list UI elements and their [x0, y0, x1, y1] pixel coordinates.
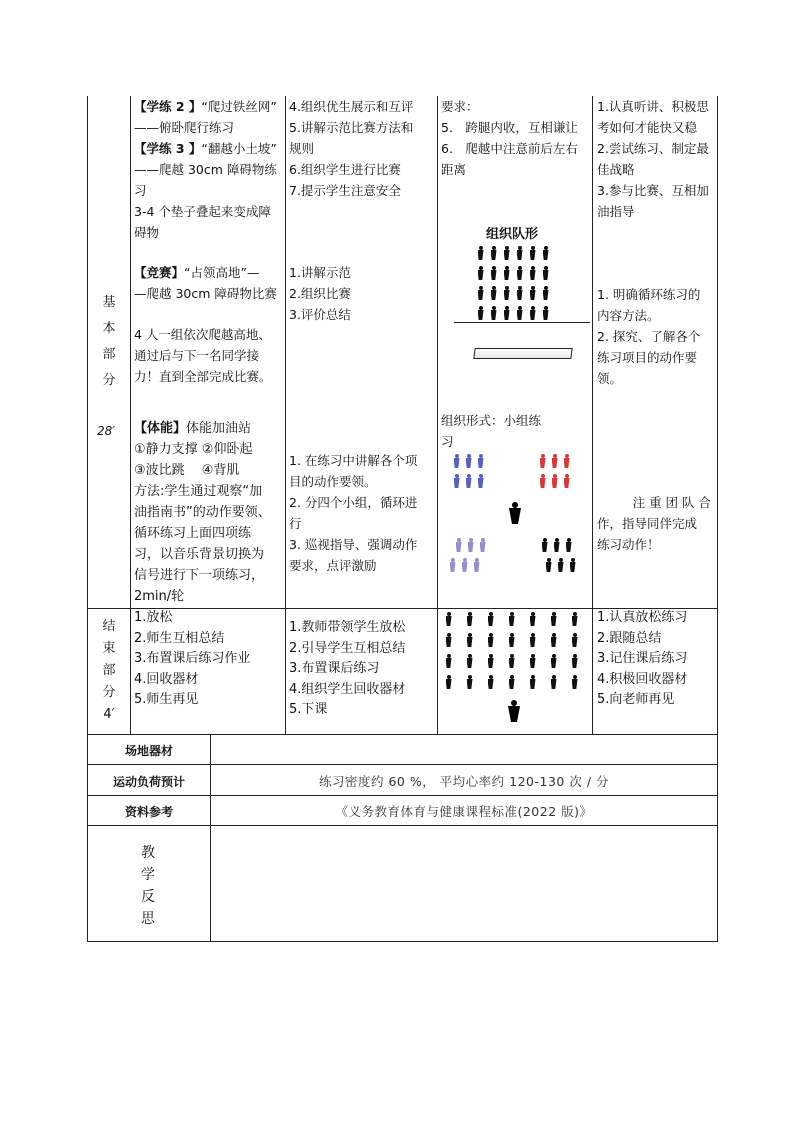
- group-blue-row-2: [452, 474, 485, 488]
- student-figure-icon: [528, 675, 537, 689]
- student-figure-icon: [552, 538, 561, 552]
- reference-label: 资料参考: [124, 805, 173, 819]
- formation-row-1: [476, 246, 550, 260]
- basic-student-a: 1.认真听讲、积极思 考如何才能快又稳 2.尝试练习、制定最 佳战略 3.参与比赛、互相加 油指导: [597, 99, 709, 219]
- col-divider-2: [285, 96, 286, 734]
- student-figure-icon: [550, 474, 559, 488]
- student-figure-icon: [502, 266, 511, 280]
- row-divider-venue: [87, 734, 718, 735]
- group-black-row-1: [540, 538, 573, 552]
- student-figure-icon: [541, 246, 550, 260]
- student-figure-icon: [464, 474, 473, 488]
- table-border-bottom: [87, 941, 718, 942]
- student-figure-icon: [538, 474, 547, 488]
- student-figure-icon: [544, 558, 553, 572]
- venue-label: 场地器材: [124, 744, 173, 758]
- student-figure-icon: [454, 538, 463, 552]
- student-figure-icon: [502, 306, 511, 320]
- end-formation-row-2: [444, 633, 579, 647]
- end-teacher: 1.教师带领学生放松 2.引导学生互相总结 3.布置课后练习 4.组织学生回收器材 5.下课: [289, 620, 406, 717]
- student-figure-icon: [472, 558, 481, 572]
- student-figure-icon: [564, 538, 573, 552]
- end-formation-row-4: [444, 675, 579, 689]
- end-content: 1.放松 2.师生互相总结 3.布置课后练习作业 4.回收器材 5.师生再见: [134, 610, 251, 707]
- student-figure-icon: [515, 246, 524, 260]
- student-figure-icon: [570, 654, 579, 668]
- student-figure-icon: [570, 612, 579, 626]
- student-figure-icon: [541, 286, 550, 300]
- student-figure-icon: [444, 654, 453, 668]
- load-value: 练习密度约 60 %， 平均心率约 120-130 次 / 分: [318, 774, 610, 789]
- student-figure-icon: [541, 306, 550, 320]
- teacher-figure-group: [508, 502, 522, 528]
- student-figure-icon: [502, 286, 511, 300]
- group-blue-row-1: [452, 454, 485, 468]
- group-red-row-1: [538, 454, 571, 468]
- student-figure-icon: [549, 675, 558, 689]
- student-figure-icon: [528, 286, 537, 300]
- student-figure-icon: [541, 266, 550, 280]
- student-figure-icon: [452, 454, 461, 468]
- student-figure-icon: [556, 558, 565, 572]
- basic-content-relay: 4 人一组依次爬越高地、 通过后与下一名同学接 力！直到全部完成比赛。: [134, 327, 272, 384]
- student-figure-icon: [549, 654, 558, 668]
- student-figure-icon: [507, 633, 516, 647]
- basic-content-fitness: 【体能】体能加油站 ①静力支撑 ②仰卧起 ③波比跳 ④背肌 方法:学生通过观察“加 油指南书”的动作要领、 循环练习上面四项练 习，以音乐背景切换为 信号进行下一项练习， 2min/轮: [134, 421, 271, 604]
- student-figure-icon: [486, 633, 495, 647]
- student-figure-icon: [478, 538, 487, 552]
- student-figure-icon: [444, 612, 453, 626]
- student-figure-icon: [486, 675, 495, 689]
- student-figure-icon: [476, 286, 485, 300]
- start-line: [454, 322, 590, 323]
- basic-section-label: 基 本 部 分: [102, 295, 116, 388]
- student-figure-icon: [507, 675, 516, 689]
- reflection-label: 教 学 反 思: [141, 845, 155, 927]
- basic-teacher-b: 1.讲解示范 2.组织比赛 3.评价总结: [289, 265, 351, 322]
- student-figure-icon: [489, 286, 498, 300]
- end-student: 1.认真放松练习 2.跟随总结 3.记住课后练习 4.积极回收器材 5.向老师再见: [597, 610, 688, 707]
- reference-value: 《义务教育体育与健康课程标准(2022 版)》: [335, 804, 593, 819]
- student-figure-icon: [448, 558, 457, 572]
- student-figure-icon: [465, 612, 474, 626]
- obstacle-bench: [473, 348, 573, 359]
- student-figure-icon: [549, 612, 558, 626]
- row-divider-load: [87, 764, 718, 765]
- student-figure-icon: [476, 266, 485, 280]
- student-figure-icon: [465, 654, 474, 668]
- student-figure-icon: [465, 675, 474, 689]
- student-figure-icon: [486, 654, 495, 668]
- student-figure-icon: [464, 454, 473, 468]
- basic-teacher-a: 4.组织优生展示和互评 5.讲解示范比赛方法和 规则 6.组织学生进行比赛 7.提示学生注意安全: [289, 99, 414, 198]
- student-figure-icon: [515, 306, 524, 320]
- col-divider-3: [437, 96, 438, 734]
- end-formation-row-1: [444, 612, 579, 626]
- student-figure-icon: [528, 612, 537, 626]
- row-divider-reflect: [87, 825, 718, 826]
- student-figure-icon: [452, 474, 461, 488]
- student-figure-icon: [528, 633, 537, 647]
- student-figure-icon: [465, 633, 474, 647]
- group-purple-row-2: [448, 558, 481, 572]
- formation-row-4: [476, 306, 550, 320]
- teacher-figure-end: [507, 700, 521, 726]
- student-figure-icon: [476, 454, 485, 468]
- student-figure-icon: [476, 306, 485, 320]
- student-figure-icon: [570, 675, 579, 689]
- student-figure-icon: [476, 474, 485, 488]
- student-figure-icon: [515, 266, 524, 280]
- student-figure-icon: [515, 286, 524, 300]
- group-red-row-2: [538, 474, 571, 488]
- basic-student-c: 注 重 团 队 合 作，指导同伴完成 练习动作！: [597, 495, 711, 552]
- student-figure-icon: [476, 246, 485, 260]
- end-section-label: 结 束 部 分 4′: [102, 619, 116, 722]
- basic-content-competition: 【竞赛】“占领高地”— —爬越 30cm 障碍物比赛: [134, 265, 277, 301]
- student-figure-icon: [562, 454, 571, 468]
- student-figure-icon: [486, 612, 495, 626]
- student-figure-icon: [528, 266, 537, 280]
- row-divider-ref: [87, 795, 718, 796]
- student-figure-icon: [540, 538, 549, 552]
- student-figure-icon: [549, 633, 558, 647]
- basic-teacher-c: 1. 在练习中讲解各个项 目的动作要领。 2. 分四个小组，循环进 行 3. 巡视指导、强调动作 要求，点评激励: [289, 453, 418, 573]
- end-formation-row-3: [444, 654, 579, 668]
- col-divider-1: [130, 96, 131, 734]
- basic-content-drills: 【学练 2 】“爬过铁丝网” ——俯卧爬行练习 【学练 3 】“翻越小土坡” ——爬越 30cm 障碍物练 习 3-4 个垫子叠起来变成障 碍物: [134, 99, 277, 240]
- formation-row-2: [476, 266, 550, 280]
- student-figure-icon: [460, 558, 469, 572]
- student-figure-icon: [502, 246, 511, 260]
- formation-diagram: [470, 246, 580, 322]
- student-figure-icon: [507, 612, 516, 626]
- student-figure-icon: [489, 306, 498, 320]
- end-formation-diagram: [444, 612, 590, 724]
- basic-section-time: 28′: [97, 424, 115, 438]
- col-divider-bottom: [210, 734, 211, 942]
- load-label: 运动负荷预计: [112, 775, 185, 789]
- student-figure-icon: [507, 654, 516, 668]
- student-figure-icon: [570, 633, 579, 647]
- student-figure-icon: [528, 654, 537, 668]
- student-figure-icon: [489, 266, 498, 280]
- student-figure-icon: [528, 246, 537, 260]
- group-practice-label: 组织形式：小组练 习: [441, 413, 542, 449]
- basic-org-requirements: 要求： 5. 跨腿内收，互相谦让 6. 爬越中注意前后左右 距离: [441, 99, 578, 177]
- student-figure-icon: [466, 538, 475, 552]
- student-figure-icon: [489, 246, 498, 260]
- formation-row-3: [476, 286, 550, 300]
- student-figure-icon: [538, 454, 547, 468]
- table-border-right: [717, 96, 718, 942]
- basic-student-b: 1. 明确循环练习的 内容方法。 2. 探究、了解各个 练习项目的动作要 领。: [597, 287, 701, 386]
- group-black-row-2: [544, 558, 577, 572]
- student-figure-icon: [550, 454, 559, 468]
- formation-title: 组织队形: [486, 227, 539, 242]
- student-figure-icon: [444, 675, 453, 689]
- student-figure-icon: [562, 474, 571, 488]
- col-divider-4: [592, 96, 593, 734]
- group-purple-row-1: [454, 538, 487, 552]
- group-diagram: [446, 452, 586, 577]
- student-figure-icon: [568, 558, 577, 572]
- student-figure-icon: [444, 633, 453, 647]
- student-figure-icon: [528, 306, 537, 320]
